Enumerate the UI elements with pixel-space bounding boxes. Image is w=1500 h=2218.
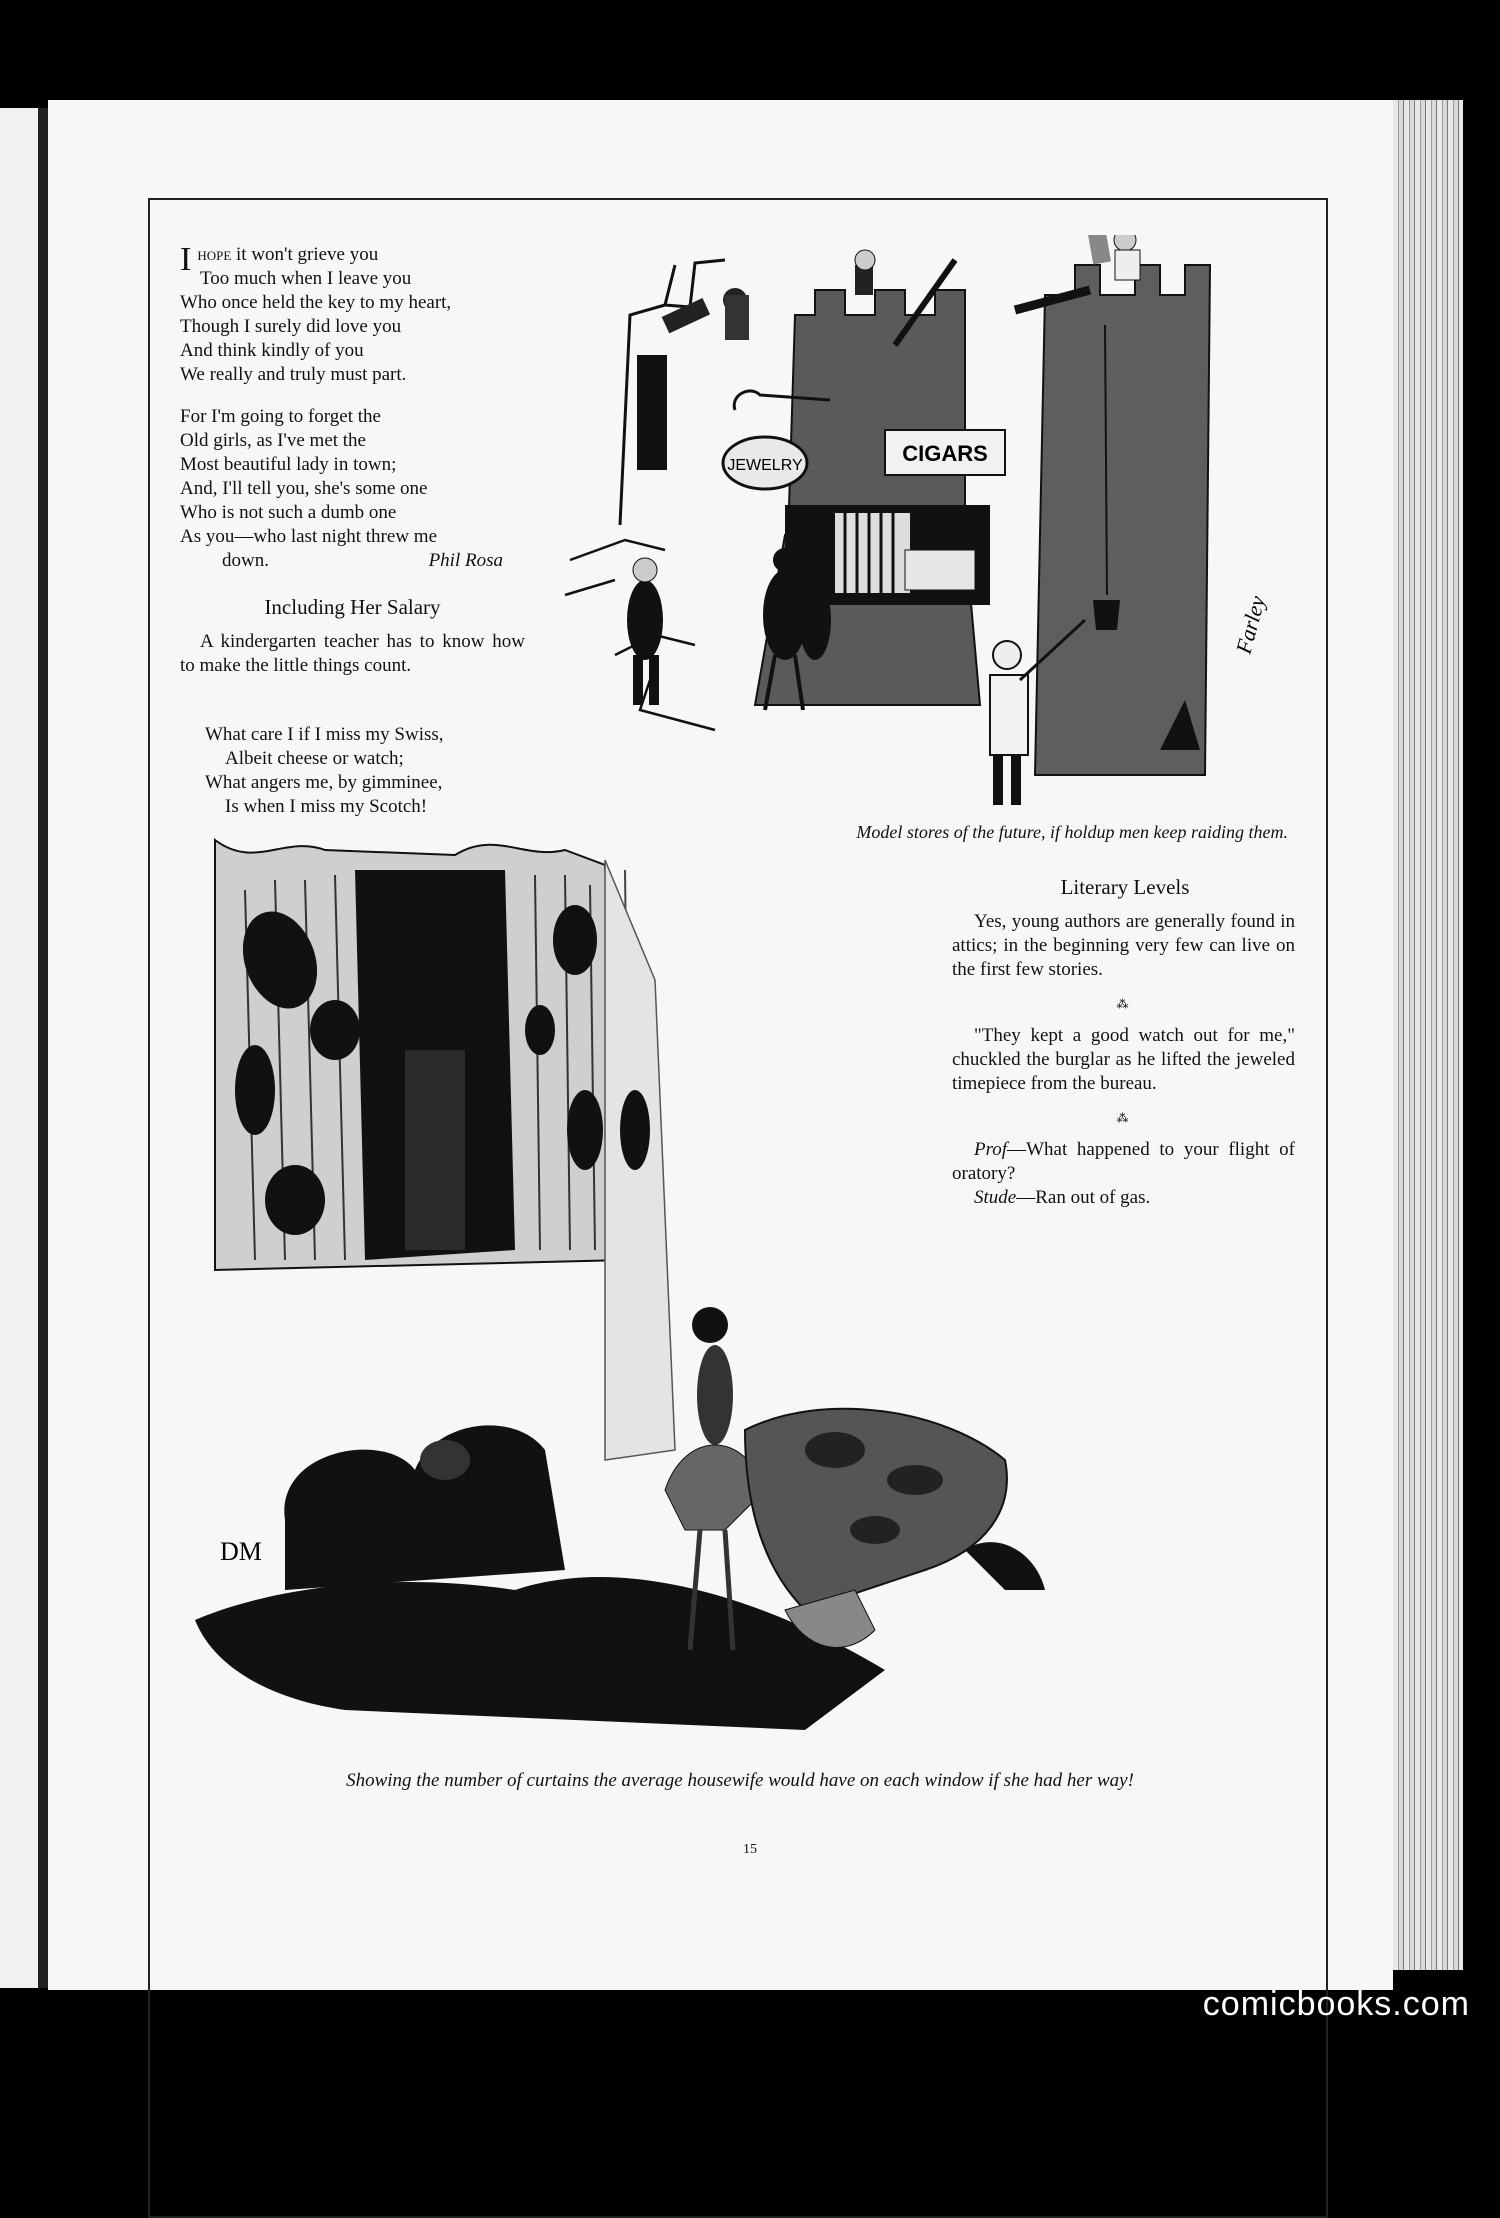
site-watermark: comicbooks.com bbox=[1202, 1985, 1470, 2023]
stores-caption: Model stores of the future, if holdup men keep raiding them. bbox=[856, 822, 1288, 842]
page-edges bbox=[1393, 100, 1463, 1970]
section-divider: ⁂ bbox=[1116, 997, 1131, 1011]
literary-heading: Literary Levels bbox=[1060, 875, 1190, 899]
cigars-sign-text: CIGARS bbox=[902, 441, 988, 466]
salary-heading: Including Her Salary bbox=[264, 595, 441, 619]
drop-cap: I bbox=[180, 241, 192, 278]
cartoon-signature: Farley bbox=[1230, 593, 1271, 657]
poem-first-stanza: Ihope it won't grieve you Too much when I leave you Who once held the key to my heart, Though I surely did love you And think kindly of you We really and truly must part. bbox=[180, 241, 452, 385]
literary-column: Yes, young authors are generally found in attics; in the beginning very few can live on the first few stories. ⁂ "They kept a good watch out for me," chuckled the burglar as he lifted the jeweled timepiece from the bureau. ⁂ Prof—What happened to your flight of oratory? Stude—Ran out of gas. bbox=[952, 911, 1295, 1208]
salary-joke: A kindergarten teacher has to know how to make the little things count. bbox=[180, 631, 525, 676]
page-number: 15 bbox=[743, 1842, 757, 1857]
scotch-verse: What care I if I miss my Swiss, Albeit cheese or watch; What angers me, by gimminee, Is when I miss my Scotch! bbox=[205, 724, 444, 817]
curtains-signature: DM bbox=[220, 1537, 262, 1566]
jewelry-sign-text: JEWELRY bbox=[727, 457, 803, 474]
curtains-cartoon bbox=[185, 830, 1245, 1760]
drugs-sign-text: DRUGS bbox=[678, 379, 697, 441]
poem-author: Phil Rosa bbox=[428, 550, 503, 571]
book-spine-shadow bbox=[38, 108, 48, 1988]
drugs-sign bbox=[637, 355, 667, 470]
curtains-caption: Showing the number of curtains the average housewife would have on each window if she had her way! bbox=[346, 1770, 1134, 1791]
section-divider: ⁂ bbox=[1116, 1111, 1131, 1125]
poem-second-stanza: For I'm going to forget the Old girls, as I've met the Most beautiful lady in town; And, I'll tell you, she's some one Who is not such a dumb one As you—who last night threw me down. Phil Rosa bbox=[180, 406, 503, 571]
stores-cartoon bbox=[545, 235, 1310, 815]
